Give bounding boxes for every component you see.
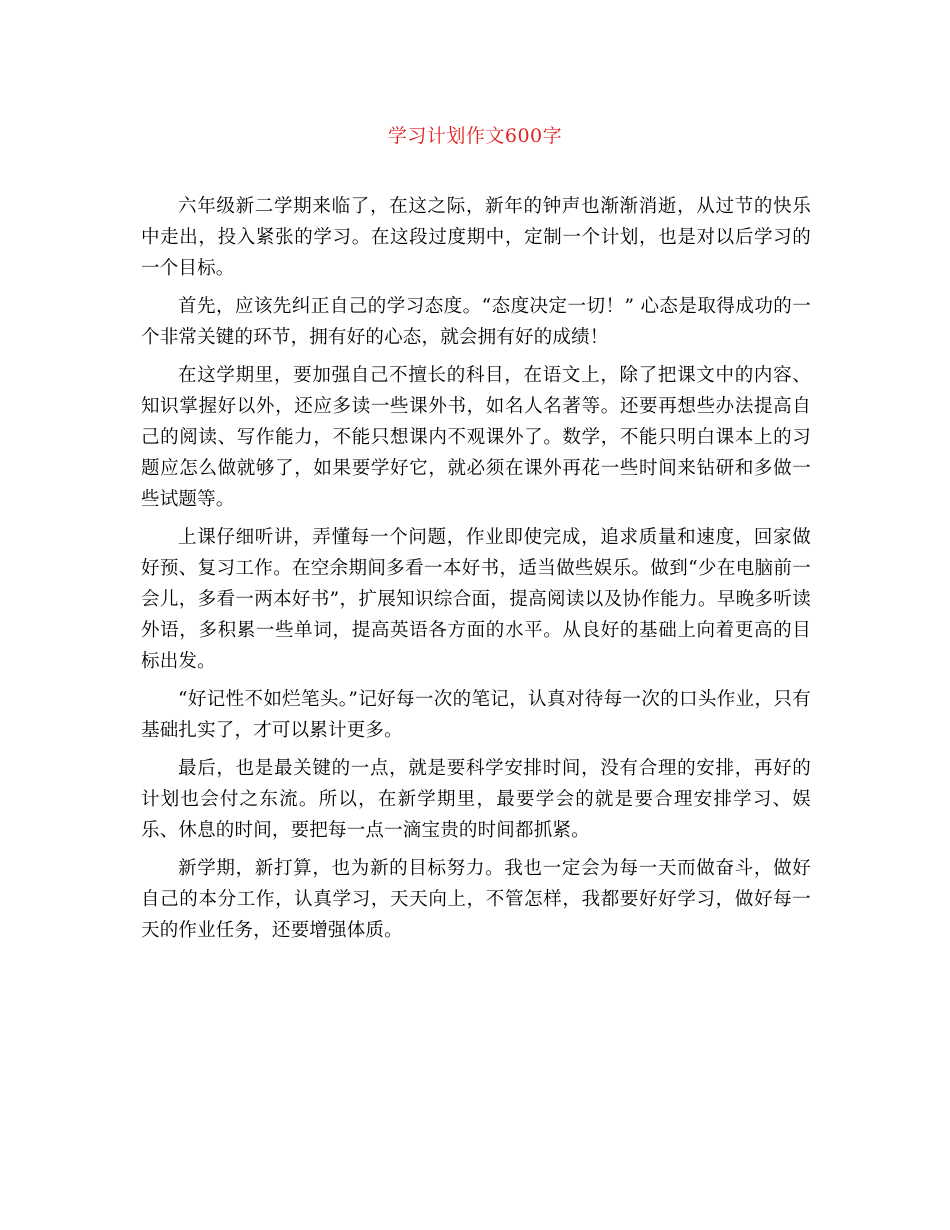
paragraph: 上课仔细听讲，弄懂每一个问题，作业即使完成，追求质量和速度，回家做好预、复习工作。在空余期间多看一本好书，适当做些娱乐。做到“少在电脑前一会儿，多看一两本好书”，扩展知识综合面，提高阅读以及协作能力。早晚多听读外语，多积累一些单词，提高英语各方面的水平。从良好的基础上向着更高的目标出发。 bbox=[141, 527, 811, 672]
paragraph: 新学期，新打算，也为新的目标努力。我也一定会为每一天而做奋斗，做好自己的本分工作，认真学习，天天向上，不管怎样，我都要好好学习，做好每一天的作业任务，还要增强体质。 bbox=[141, 858, 811, 941]
paragraph: 在这学期里，要加强自己不擅长的科目，在语文上，除了把课文中的内容、知识掌握好以外，还应多读一些课外书，如名人名著等。还要再想些办法提高自己的阅读、写作能力，不能只想课内不观课外了。数学，不能只明白课本上的习题应怎么做就够了，如果要学好它，就必须在课外再花一些时间来钻研和多做一些试题等。 bbox=[141, 365, 811, 510]
paragraph: 最后，也是最关键的一点，就是要科学安排时间，没有合理的安排，再好的计划也会付之东流。所以，在新学期里，最要学会的就是要合理安排学习、娱乐、休息的时间，要把每一点一滴宝贵的时间都抓紧。 bbox=[141, 758, 811, 841]
paragraph: “好记性不如烂笔头。”记好每一次的笔记，认真对待每一次的口头作业，只有基础扎实了，才可以累计更多。 bbox=[141, 689, 811, 741]
document-body bbox=[141, 191, 811, 953]
paragraph: 六年级新二学期来临了，在这之际，新年的钟声也渐渐消逝，从过节的快乐中走出，投入紧张的学习。在这段过度期中，定制一个计划，也是对以后学习的一个目标。 bbox=[141, 196, 811, 279]
document-title: 学习计划作文600字 bbox=[387, 125, 563, 147]
paragraph: 首先，应该先纠正自己的学习态度。“态度决定一切！” 心态是取得成功的一个非常关键的环节，拥有好的心态，就会拥有好的成绩！ bbox=[141, 296, 811, 348]
